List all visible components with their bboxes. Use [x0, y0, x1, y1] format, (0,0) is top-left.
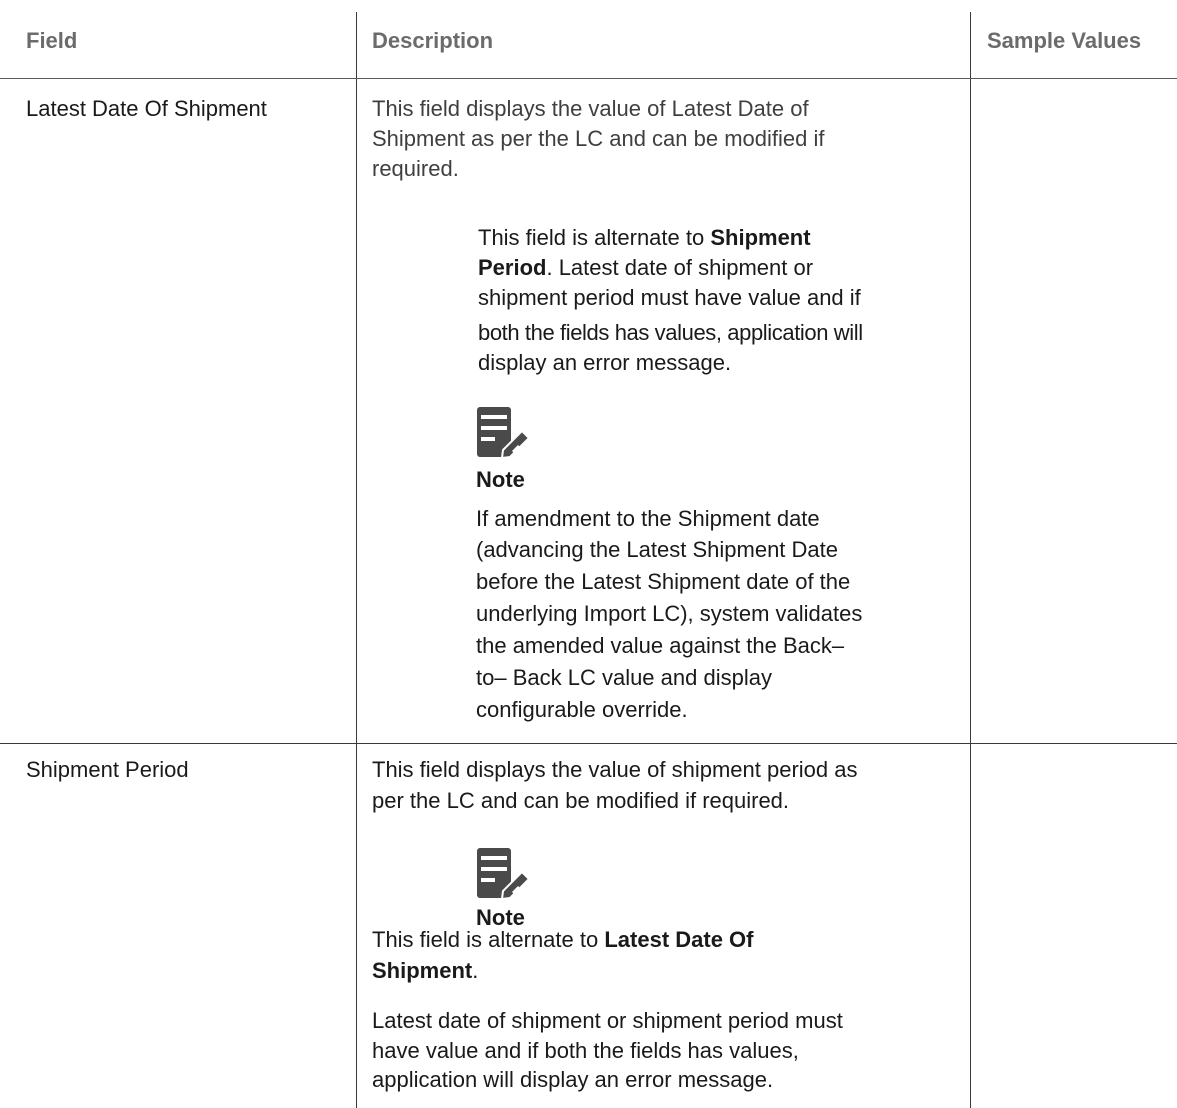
row-2-note-bold-shipment: Shipment	[372, 958, 473, 983]
row-2-extra-line-3: application will display an error message.	[372, 1067, 774, 1092]
row-2-note-line-2	[372, 956, 478, 985]
header-description: Description	[372, 28, 494, 53]
row-1-note-line-1: If amendment to the Shipment date	[476, 506, 820, 531]
row-2-field: Shipment Period	[26, 757, 189, 782]
row-1-callout-line-2-text: . Latest date of shipment or	[546, 255, 814, 280]
row-2-extra-line-2: have value and if both the fields has values,	[372, 1038, 799, 1063]
row-1-note-line-5: the amended value against the Back–	[476, 633, 845, 658]
note-pencil-icon	[476, 847, 538, 899]
row-2-description-line-2: per the LC and can be modified if required.	[372, 788, 790, 813]
row-1-note-line-7: configurable override.	[476, 697, 688, 722]
row-1-callout-line-1	[478, 223, 811, 252]
row-2-note-label: Note	[476, 905, 525, 930]
row-1-note-line-4: underlying Import LC), system validates	[476, 601, 863, 626]
row-1-field: Latest Date Of Shipment	[26, 96, 267, 121]
row-2-description-line-1: This field displays the value of shipment period as	[372, 757, 858, 782]
header-divider	[0, 78, 1177, 79]
row-1-note-line-6: to– Back LC value and display	[476, 665, 772, 690]
header-sample-values: Sample Values	[987, 28, 1142, 53]
row-1-description-line-3: required.	[372, 156, 459, 181]
row-2-note-bold-latest-date-of: Latest Date Of	[604, 927, 754, 952]
header-field: Field	[26, 28, 78, 53]
row-1-callout-line-5: display an error message.	[478, 350, 732, 375]
column-divider-1	[356, 12, 357, 1108]
row-1-callout-line-2	[478, 253, 813, 282]
note-pencil-icon	[476, 406, 538, 458]
row-1-note-line-2: (advancing the Latest Shipment Date	[476, 537, 839, 562]
row-1-description-line-1: This field displays the value of Latest Date of	[372, 96, 809, 121]
row-1-callout-bold-shipment: Shipment	[710, 225, 811, 250]
row-1-note-label: Note	[476, 467, 525, 492]
row-1-callout-line-4: both the fields has values, application will	[478, 320, 863, 345]
row-1-note-line-3: before the Latest Shipment date of the	[476, 569, 851, 594]
row-1-callout-bold-period: Period	[478, 255, 547, 280]
row-2-note-line-2-text: .	[472, 958, 479, 983]
column-divider-2	[970, 12, 971, 1108]
row-divider	[0, 743, 1177, 744]
row-2-note-line-1-text: This field is alternate to	[372, 927, 605, 952]
row-1-callout-line-3: shipment period must have value and if	[478, 285, 861, 310]
row-1-callout-line-1-text: This field is alternate to	[478, 225, 711, 250]
row-1-description-line-2: Shipment as per the LC and can be modified if	[372, 126, 825, 151]
row-2-note-line-1	[372, 925, 754, 954]
row-2-extra-line-1: Latest date of shipment or shipment period must	[372, 1008, 843, 1033]
